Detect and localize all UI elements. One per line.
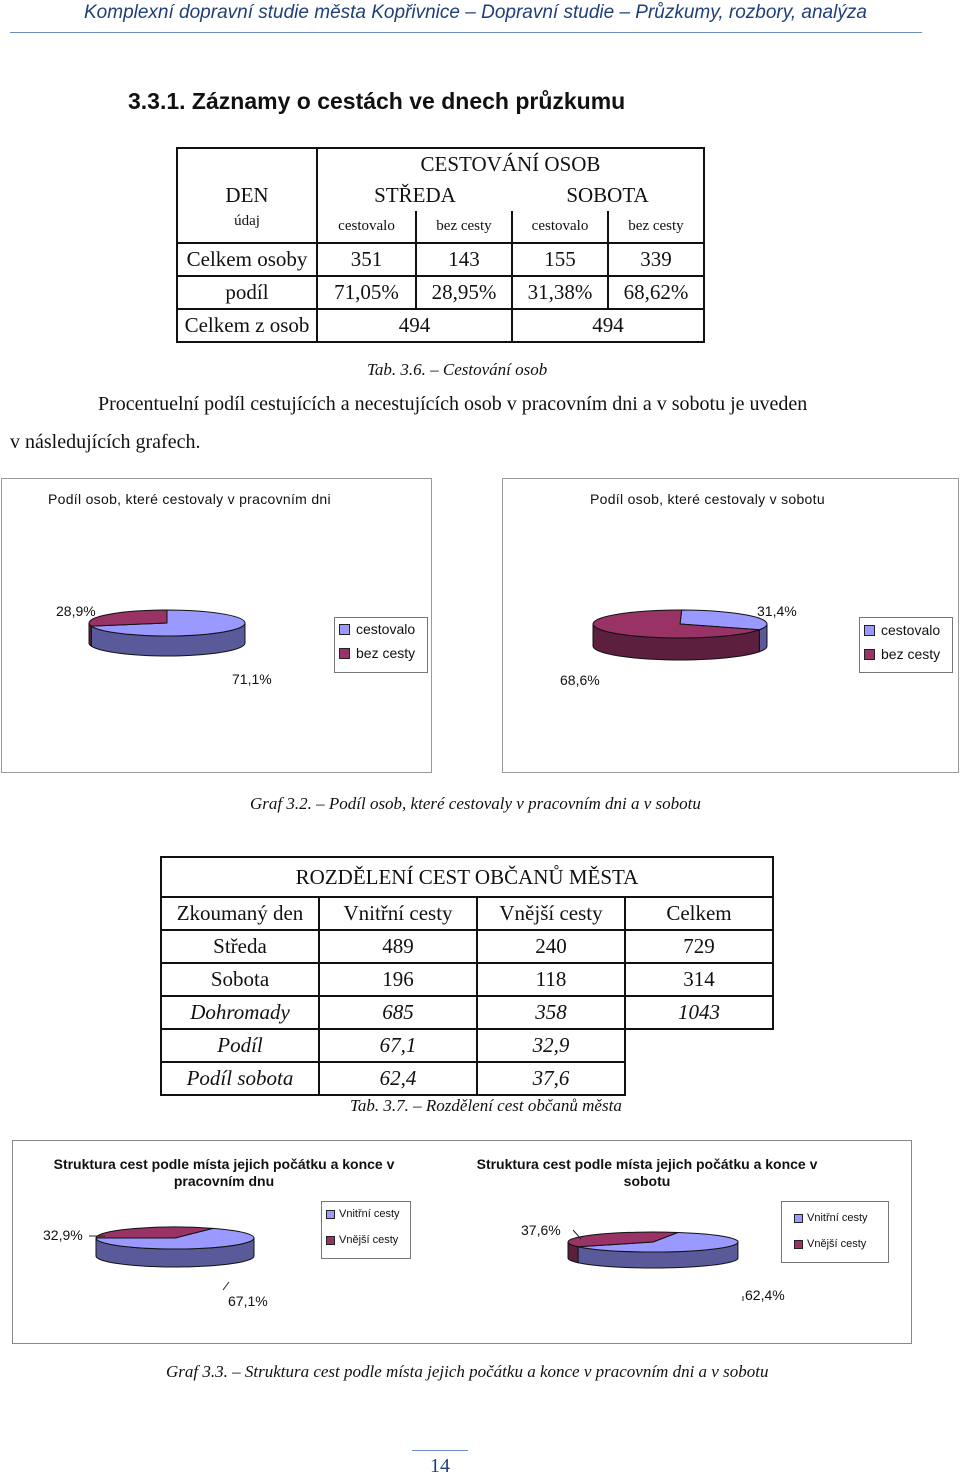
data-label: 28,9% <box>56 603 96 619</box>
cell: 118 <box>477 963 625 996</box>
cell <box>625 1062 773 1095</box>
legend-swatch <box>326 1236 335 1245</box>
table2-title: ROZDĚLENÍ CEST OBČANŮ MĚSTA <box>161 857 773 897</box>
charts-trip-structure <box>12 1140 912 1344</box>
cell: 494 <box>317 309 512 342</box>
row-label: podíl <box>177 276 317 309</box>
legend-label: Vnější cesty <box>339 1234 399 1246</box>
table1-title: CESTOVÁNÍ OSOB <box>317 148 704 180</box>
cell: 489 <box>319 930 477 963</box>
cell: 31,38% <box>512 276 608 309</box>
legend-swatch <box>794 1214 803 1223</box>
cell: 1043 <box>625 996 773 1029</box>
legend-label: Vnitřní cesty <box>339 1208 400 1220</box>
table-row <box>177 276 704 309</box>
cell: 240 <box>477 930 625 963</box>
table-trip-distribution <box>160 856 774 1096</box>
cell: Dohromady <box>161 996 319 1029</box>
column-header: Celkem <box>625 897 773 930</box>
table1-caption: Tab. 3.6. – Cestování osob <box>367 360 548 379</box>
cell: 314 <box>625 963 773 996</box>
paragraph-line-1: Procentuelní podíl cestujících a necestujících osob v pracovním dni a v sobotu je uveden <box>98 393 808 415</box>
data-label: 37,6% <box>521 1222 561 1238</box>
cell: Středa <box>161 930 319 963</box>
legend-label: Vnější cesty <box>807 1238 867 1250</box>
chart-title: Struktura cest podle místa jejich počátku a konce v sobotu <box>476 1156 818 1189</box>
cell: 358 <box>477 996 625 1029</box>
legend-label: Vnitřní cesty <box>807 1212 868 1224</box>
running-header: Komplexní dopravní studie města Kopřivnice – Dopravní studie – Průzkumy, rozbory, analýza <box>84 2 867 23</box>
table1-sub-header: bez cesty <box>608 211 704 243</box>
legend-swatch <box>339 648 350 659</box>
cell: 71,05% <box>317 276 416 309</box>
legend-label: bez cesty <box>356 645 416 661</box>
graph-caption: Graf 3.2. – Podíl osob, které cestovaly v pracovním dni a v sobotu <box>250 794 701 813</box>
table-row <box>161 996 773 1029</box>
chart-title: Struktura cest podle místa jejich počátku a konce v pracovním dnu <box>53 1156 395 1189</box>
legend-swatch <box>864 649 875 660</box>
row-label: Celkem z osob <box>177 309 317 342</box>
legend-item <box>339 645 427 661</box>
chart-legend <box>859 617 953 673</box>
cell: 28,95% <box>416 276 512 309</box>
table-row <box>177 309 704 342</box>
legend-item <box>864 622 952 638</box>
legend-label: bez cesty <box>881 646 941 662</box>
table-travel-persons <box>176 147 705 343</box>
cell <box>625 1029 773 1062</box>
legend-item <box>794 1238 888 1250</box>
legend-item <box>864 646 952 662</box>
table1-sub-header: bez cesty <box>416 211 512 243</box>
cell: 68,62% <box>608 276 704 309</box>
column-header: Vnější cesty <box>477 897 625 930</box>
table-row <box>161 963 773 996</box>
data-label: 68,6% <box>560 672 600 688</box>
cell: 62,4 <box>319 1062 477 1095</box>
chart-legend <box>321 1201 411 1259</box>
legend-swatch <box>339 624 350 635</box>
table1-sub-header: cestovalo <box>512 211 608 243</box>
data-label: 31,4% <box>757 603 797 619</box>
legend-item <box>326 1234 410 1246</box>
chart-legend <box>334 617 428 673</box>
legend-item <box>339 621 427 637</box>
table1-day-saturday: SOBOTA <box>512 180 704 211</box>
cell: 37,6 <box>477 1062 625 1095</box>
data-label: 67,1% <box>228 1293 268 1309</box>
cell: 32,9 <box>477 1029 625 1062</box>
table1-sub-header: cestovalo <box>317 211 416 243</box>
chart-saturday-travel <box>502 478 959 773</box>
legend-swatch <box>864 625 875 636</box>
legend-item <box>794 1212 888 1224</box>
page-number-rule <box>412 1450 468 1451</box>
cell: 67,1 <box>319 1029 477 1062</box>
data-label: 71,1% <box>232 671 272 687</box>
table1-udaj-label: údaj <box>177 211 317 243</box>
legend-label: cestovalo <box>881 622 941 638</box>
cell: Podíl sobota <box>161 1062 319 1095</box>
page-number: 14 <box>430 1455 450 1477</box>
header-rule <box>10 32 922 33</box>
table-row <box>161 1062 773 1095</box>
table-header-row <box>161 897 773 930</box>
table1-day-wednesday: STŘEDA <box>317 180 512 211</box>
table-row <box>177 243 704 276</box>
cell: 143 <box>416 243 512 276</box>
cell: 685 <box>319 996 477 1029</box>
row-label: Celkem osoby <box>177 243 317 276</box>
chart-legend <box>781 1201 889 1263</box>
column-header: Vnitřní cesty <box>319 897 477 930</box>
column-header: Zkoumaný den <box>161 897 319 930</box>
graph-caption: Graf 3.3. – Struktura cest podle místa jejich počátku a konce v pracovním dni a v sobotu <box>166 1362 769 1381</box>
cell: Podíl <box>161 1029 319 1062</box>
cell: 494 <box>512 309 704 342</box>
table-row <box>161 1029 773 1062</box>
table-row <box>161 930 773 963</box>
pie-slice-secondary <box>89 610 167 626</box>
cell: 155 <box>512 243 608 276</box>
cell: 339 <box>608 243 704 276</box>
table2-caption: Tab. 3.7. – Rozdělení cest občanů města <box>350 1096 622 1115</box>
legend-label: cestovalo <box>356 621 416 637</box>
cell: 729 <box>625 930 773 963</box>
legend-item <box>326 1208 410 1220</box>
chart-title: Podíl osob, které cestovaly v pracovním dni <box>48 491 331 507</box>
chart-weekday-travel <box>1 478 432 773</box>
cell: 351 <box>317 243 416 276</box>
cell: 196 <box>319 963 477 996</box>
data-label: 62,4% <box>745 1287 785 1303</box>
table1-den-label: DEN <box>177 180 317 211</box>
legend-swatch <box>794 1240 803 1249</box>
paragraph-line-2: v následujících grafech. <box>10 431 201 453</box>
data-label: 32,9% <box>43 1227 83 1243</box>
cell: Sobota <box>161 963 319 996</box>
chart-title: Podíl osob, které cestovaly v sobotu <box>590 491 825 507</box>
legend-swatch <box>326 1210 335 1219</box>
section-title: 3.3.1. Záznamy o cestách ve dnech průzkumu <box>128 88 626 114</box>
